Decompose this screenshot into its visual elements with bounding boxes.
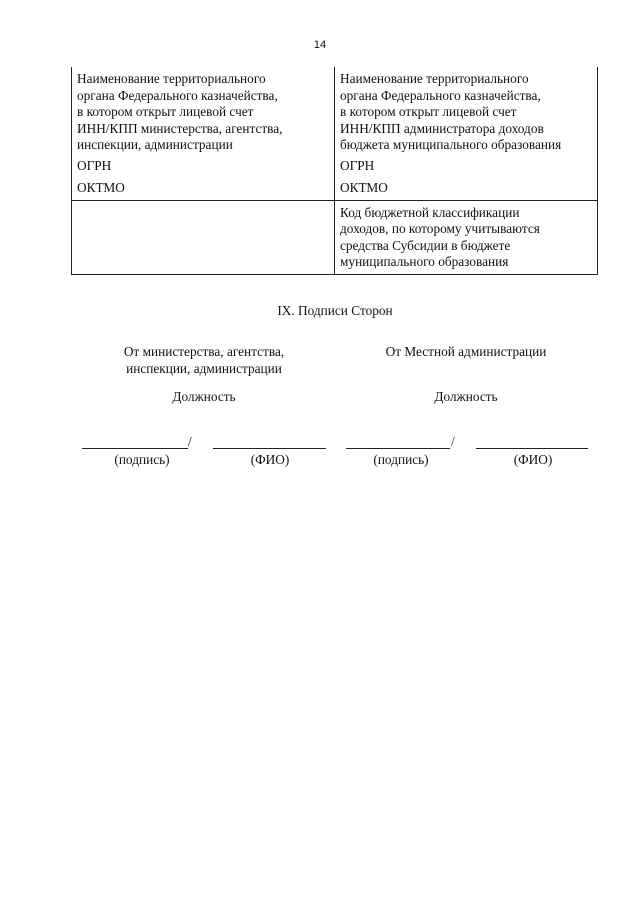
table-row-oktmo	[72, 178, 598, 200]
left-party-heading	[74, 343, 334, 377]
right-position-label: Должность	[434, 389, 498, 404]
section-title: IX. Подписи Сторон	[277, 303, 393, 318]
table-row-kbk	[72, 200, 598, 274]
right-signature-slash: /	[451, 434, 455, 449]
right-party-heading	[336, 343, 596, 360]
right-signature-caption: (подпись)	[373, 452, 429, 467]
table-row-ogrn	[72, 157, 598, 179]
right-fio-line	[476, 448, 588, 449]
left-treasury-line: органа Федерального казначейства,	[77, 87, 278, 103]
right-party-line: От Местной администрации	[385, 344, 547, 359]
page-number: 14	[313, 39, 327, 51]
right-oktmo-cell: ОКТМО	[335, 178, 598, 200]
kbk-line: доходов, по которому учитываются	[340, 221, 540, 236]
left-signature-slash: /	[188, 434, 192, 449]
right-treasury-line: Наименование территориального	[340, 71, 529, 86]
right-ogrn-cell: ОГРН	[335, 157, 598, 179]
left-position-label: Должность	[172, 389, 236, 404]
right-inn-kpp-line: ИНН/КПП администратора доходов	[340, 120, 544, 136]
right-fio-caption: (ФИО)	[513, 452, 553, 467]
left-fio-line	[213, 448, 326, 449]
left-treasury-cell	[72, 67, 335, 157]
right-treasury-line: органа Федерального казначейства,	[340, 87, 541, 103]
left-oktmo-cell: ОКТМО	[72, 178, 335, 200]
right-signature-line	[346, 448, 450, 449]
left-treasury-line: Наименование территориального	[77, 71, 266, 86]
left-ogrn-cell: ОГРН	[72, 157, 335, 179]
left-inn-kpp-line: ИНН/КПП министерства, агентства,	[77, 120, 283, 136]
left-kbk-cell	[72, 200, 335, 274]
left-party-line: От министерства, агентства,	[123, 344, 285, 359]
kbk-line: муниципального образования	[340, 254, 509, 269]
kbk-line: Код бюджетной классификации	[340, 204, 520, 220]
table-row-treasury	[72, 67, 598, 157]
right-kbk-cell	[335, 200, 598, 274]
bank-details-table	[71, 67, 598, 275]
left-party-line: инспекции, администрации	[126, 361, 282, 376]
left-signature-caption: (подпись)	[114, 452, 170, 467]
left-fio-caption: (ФИО)	[250, 452, 290, 467]
kbk-line: средства Субсидии в бюджете	[340, 237, 511, 253]
left-inn-kpp-line: инспекции, администрации	[77, 137, 233, 152]
right-treasury-line: в котором открыт лицевой счет	[340, 104, 517, 119]
left-signature-line	[82, 448, 188, 449]
left-treasury-line: в котором открыт лицевой счет	[77, 104, 254, 119]
right-treasury-cell	[335, 67, 598, 157]
right-inn-kpp-line: бюджета муниципального образования	[340, 137, 562, 152]
